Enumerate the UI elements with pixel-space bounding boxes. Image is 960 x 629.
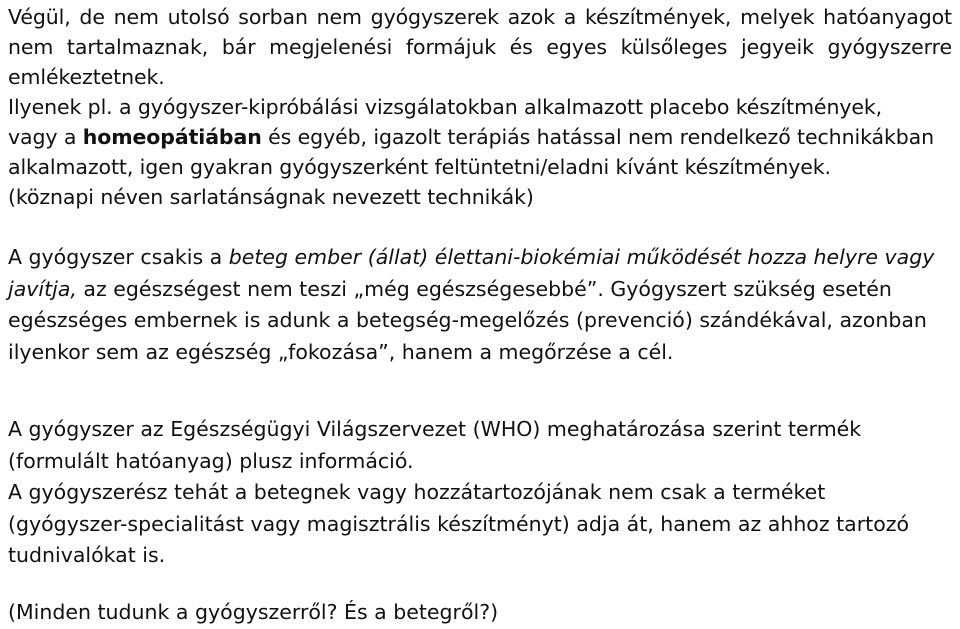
- p3-line-1: (Minden tudunk a gyógyszerről? És a betegről?): [8, 600, 499, 624]
- intro-line-5-start: vagy a: [8, 125, 83, 149]
- intro-line-2: nem tartalmaznak, bár megjelenési formájuk és egyes külsőleges jegyeik gyógyszerre: [8, 35, 952, 59]
- p1-line-3: egészséges embernek is adunk a betegség-megelőzés (prevenció) szándékával, azonban: [8, 308, 927, 332]
- homeopathy-term: homeopátiában: [82, 125, 262, 149]
- intro-line-3: emlékeztetnek.: [8, 65, 165, 89]
- intro-line-7: (köznapi néven sarlatánságnak nevezett technikák): [8, 185, 534, 209]
- p1-line-1-italic: beteg ember (állat) élettani-biokémiai működését hozza helyre vagy: [228, 245, 935, 269]
- intro-line-4: Ilyenek pl. a gyógyszer-kipróbálási vizsgálatokban alkalmazott placebo készítmények,: [8, 95, 883, 119]
- p1-line-4: ilyenkor sem az egészség „fokozása”, hanem a megőrzése a cél.: [8, 339, 674, 364]
- p1-line-1-start: A gyógyszer csakis a: [8, 245, 229, 269]
- intro-line-5-end: és egyéb, igazolt terápiás hatással nem rendelkező technikákban: [261, 125, 934, 149]
- medicine-definition-paragraph: [8, 242, 952, 368]
- intro-line-6: alkalmazott, igen gyakran gyógyszerként feltüntetni/eladni kívánt készítmények.: [8, 155, 831, 179]
- p1-line-2-end: az egészségest nem teszi „még egészségesebbé”. Gyógyszert szükség esetén: [76, 276, 892, 301]
- closing-question: [8, 597, 952, 629]
- p1-line-2: [8, 274, 952, 306]
- intro-line-5: [8, 122, 952, 152]
- p1-line-2-italic: javítja,: [8, 276, 77, 301]
- p2-line-2: (formulált hatóanyag) plusz információ.: [8, 448, 414, 473]
- intro-line-1: Végül, de nem utolsó sorban nem gyógyszerek azok a készítmények, melyek hatóanyagot: [8, 5, 952, 29]
- who-definition-paragraph: [8, 414, 952, 572]
- intro-paragraph: [8, 2, 952, 212]
- p2-line-4: (gyógyszer-specialitást vagy magisztrális készítményt) adja át, hanem az ahhoz tartozó: [8, 511, 910, 536]
- p2-line-3: A gyógyszerész tehát a betegnek vagy hozzátartozójának nem csak a terméket: [8, 480, 826, 504]
- p2-line-1: A gyógyszer az Egészségügyi Világszervezet (WHO) meghatározása szerint termék: [8, 417, 862, 441]
- p2-line-5: tudnivalókat is.: [8, 543, 166, 567]
- p1-line-1: [8, 242, 952, 274]
